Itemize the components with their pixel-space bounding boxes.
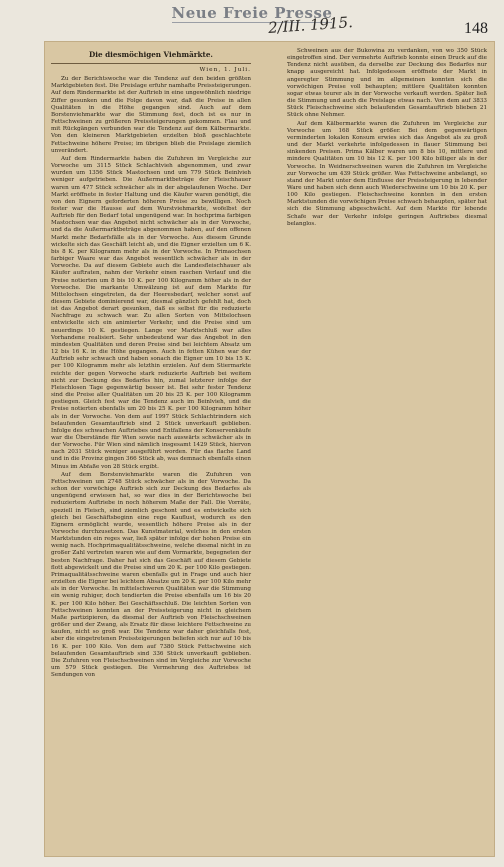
article-column-right	[281, 42, 493, 332]
article-column-left	[45, 42, 257, 856]
paragraph-calf-market: Auf dem Kälbermarkte waren die Zufuhren im Vergleiche zur Vorwoche um 168 Stück größer. Bei dem gegenwärtigen verminderten lokalen Konsum erwies sich das Angebot als zu groß und der Markt verkehrte infolgedessen in flauer Stimmung bei sinkenden Preisen. Prima Kälber waren um 8 bis 10, mittlere und mindere Qualitäten um 10 bis 12 K. per 100 Kilo billiger als in der Vorwoche. In Weidnerschweinen waren die Zufuhren im Vergleiche zur Vorwoche um 439 Stück größer. Was Fettschweine anbelangt, so stand der Markt unter dem Einflusse der Preissteigerung in lebender Ware und haben sich denn auch Wiederschweine um 10 bis 20 K. per 100 Kilo gestiegen. Fleischschweine konnten in den ersten Marktstunden die vorwöchigen Preise schwach behaupten, später hat sich die Stimmung abgeschwächt. Auf dem Markte für lebende Schafe war der Verkehr infolge geringen Auftriebes diesmal belanglos.	[287, 120, 487, 227]
paragraph-pig-market: Auf dem Borstenviehmarkte waren die Zufuhren von Fettschweinen um 2748 Stück schwächer als in der Vorwoche. Da schon der vorwöchige Auftrieb sich zur Deckung des Bedarfes als ungenügend erwiesen hat, so war dies in der Berichtswoche bei reduziertem Auftriebe in noch höherem Maße der Fall. Die Vorräte, speziell in Fleisch, sind ziemlich geschont und es entwickelte sich gleich bei Geschäftsbeginn eine rege Kauflust, wodurch es den Eignern ermöglicht wurde, wesentlich höhere Preise als in der Vorwoche durchzusetzen. Das Kunstmaterial, welches in den ersten Marktstunden ein reges war, ließ später infolge der hohen Preise ein wenig nach. Hochprimaqualitätsschweine, welche diesmal nicht in zu großer Zahl vertreten waren wie auf dem Vormarkte, begegneten der besten Nachfrage. Daher hat sich das Geschäft auf diesem Gebiete flott abgewickelt und die Preise sind um 20 K. per 100 Kilo gestiegen. Primaqualitätsschweine waren ebenfalls gut in Frage und auch hier erzielten die Eigner bei leichtem Absatze um 20 K. per 100 Kilo mehr als in der Vorwoche. In mittelschweren Qualitäten war die Stimmung ein wenig ruhiger, doch tendierten die Preise ebenfalls um 16 bis 20 K. per 100 Kilo höher. Bei Geschäftsschluß. Die leichten Sorten von Fettschweinen konnten an der Preissteigerung nicht in gleichem Maße partizipieren, da diesmal der Auftrieb von Fleischschweinen größer und der Zwang, als Ersatz für diese leichtere Fettschweine zu kaufen, nicht so groß war. Die Tendenz war daher gleichfalls fest, aber die eingetretenen Preissteigerungen beliefen sich nur auf 10 bis 16 K. per 100 Kilo. Von dem auf 7380 Stück Fettschweine sich belaufenden Gesamtauftrieb sind 336 Stück unverkauft geblieben. Die Zufuhren von Fleischschweinen sind im Vergleiche zur Vorwoche um 579 Stück gestiegen. Die Vermehrung des Auftriebes ist Sendungen von	[51, 471, 251, 679]
paragraph-pig-market-continued: Schweinen aus der Bukowina zu verdanken, von wo 350 Stück eingetroffen sind. Der vermehrte Auftrieb konnte einen Druck auf die Tendenz nicht ausüben, da derselbe zur Deckung des Bedarfes nur knapp ausgereicht hat. Infolgedessen eröffnete der Markt in angeregter Stimmung und im allgemeinen konnten sich die vorwöchigen Preise voll behaupten; mittlere Qualitäten konnten sogar etwas teurer als in der Vorwoche verkauft werden. Später ließ die Stimmung und auch die Preislage etwas nach. Von dem auf 3833 Stück Fleischschweine sich belaufenden Gesamtauftrieb blieben 21 Stück ohne Nehmer.	[287, 48, 487, 119]
headline-rule	[51, 63, 251, 64]
handwritten-date: 2/III. 1915.	[267, 13, 354, 37]
article-dateline: Wien, 1. Juli.	[199, 67, 251, 73]
newspaper-clipping	[45, 42, 494, 856]
paragraph-intro: Zu der Berichtswoche war die Tendenz auf den beiden größten Marktgebieten fest. Die Preislage erfuhr namhafte Preissteigerungen. Auf dem Rindermarkte ist der Auftrieb in eine ungewöhnlich niedrige Ziffer gesunken und die Folge davon war, daß die Preise in allen Qualitäten in die Höhe gegangen sind. Auch auf dem Borstenviehmarkte war die Stimmung fest, doch ist es nur in Fettschweinen zu größeren Preissteigerungen gekommen. Flau und mit Rückgängen verbunden war die Tendenz auf dem Kälbermarkte. Von den kleineren Marktgebieten erzielten bloß geschlachtete Fettschweine höhere Preise; im übrigen blieb die Preislage ziemlich unverändert.	[51, 76, 251, 154]
newspaper-masthead: Neue Freie Presse	[171, 4, 333, 22]
article-headline: Die diesmöchigen Viehmärkte.	[89, 50, 213, 59]
page-number: 148	[464, 20, 488, 37]
paragraph-cattle-market: Auf dem Rindermarkte haben die Zufuhren im Vergleiche zur Vorwoche um 3115 Stück Schlachtvieh abgenommen, und zwar wurden um 1356 Stück Mastochsen und um 779 Stück Beinlvieh weniger aufgetrieben. Die Außermarktbeträge der Fleischhauer waren um 477 Stück schwächer als in der abgelaufenen Woche. Der Markt eröffnete in fester Haltung und die Käufer waren genötigt, die von den Eignern geforderten höheren Preise zu bewilligen. Noch fester war die Hausse auf dem Wurstviehmarkte, wofelbst der Auftrieb für den Bedarf total ungenügend war. In hochprima farbigen Mastochsen war das Angebot nicht schwächer als in der Vorwoche, und da die Außermarktbeträge abgenommen haben, auf den offenen Markt mehr Bedarfsfälle als in der Vorwoche. Aus diesem Grunde wickelte sich das Geschäft leicht ab, und die Eigner erzielten um 6 K. bis 8 K. per Kilogramm mehr als in der Vorwoche. In Primaochsen farbiger Waare war das Angebot wesentlich schwächer als in der Vorwoche. Da auf diesem Gebiete auch die Landesfleischhauer als Käufer auftraten, nahm der Verkehr einen raschen Verlauf und die Preise notierten um 8 bis 10 K. per 100 Kilogramm höher als in der Vorwoche. Die markante Umwälzung ist auf dem Markte für Mittelochsen eingetreten, da der Heeresbedarf, welcher sonst auf diesem Gebiete dominierend war, diesmal gänzlich gefehlt hat, doch ist das Angebot derart gesunken, daß es selbst für die reduzierte Nachfrage zu schwach war. Zu allen Sorten von Mittelochsen entwickelte sich ein animierter Verkehr, und die Preise sind um neuerdings 10 K. gestiegen. Lange vor Marktschluß war alles Vorhandene realisiert. Sehr unbedeutend war das Angebot in den mindesten Qualitäten und deren Preise sind bei leichtem Absatz um 12 bis 16 K. in die Höhe gegangen. Auch in fetten Kühen war der Auftrieb sehr schwach und haben sonach die Eigner um 10 bis 15 K. per 100 Kilogramm mehr als letzthin erzielen. Auf dem Stiermarkte reichte der gegen Vorwoche stark reduzierte Auftrieb bei weitem nicht zur Deckung des Bedarfes hin, zumal letzterer infolge der Fleischlosen Tage gegenwärtig besser ist. Bei sehr fester Tendenz sind die Preise aller Qualitäten um 20 bis 25 K. per 100 Kilogramm gestiegen. Gleich fest war die Tendenz auch im Beinlvieh, und die Preise notierten ebenfalls um 20 bis 25 K. per 100 Kilogramm höher als in der Vorwoche. Von dem auf 1997 Stück Schlachtrindern sich belaufenden Gesamtauftrieb sind 2 Stück unverkauft geblieben. Infolge des schwachen Auftriebes und Entfallens der Konservenkäufe war die Überstände für Wien sowie nach auswärts schwächer als in der Vorwoche. Für Wien sind nämlich insgesamt 1429 Stück, hiervon nach 2031 Stück weniger ausgeführt worden. Für das flache Land und in die Provinz gingen 366 Stück ab, was demnach ebenfalls einen Minus im Abfaße von 28 Stück ergibt.	[51, 155, 251, 470]
